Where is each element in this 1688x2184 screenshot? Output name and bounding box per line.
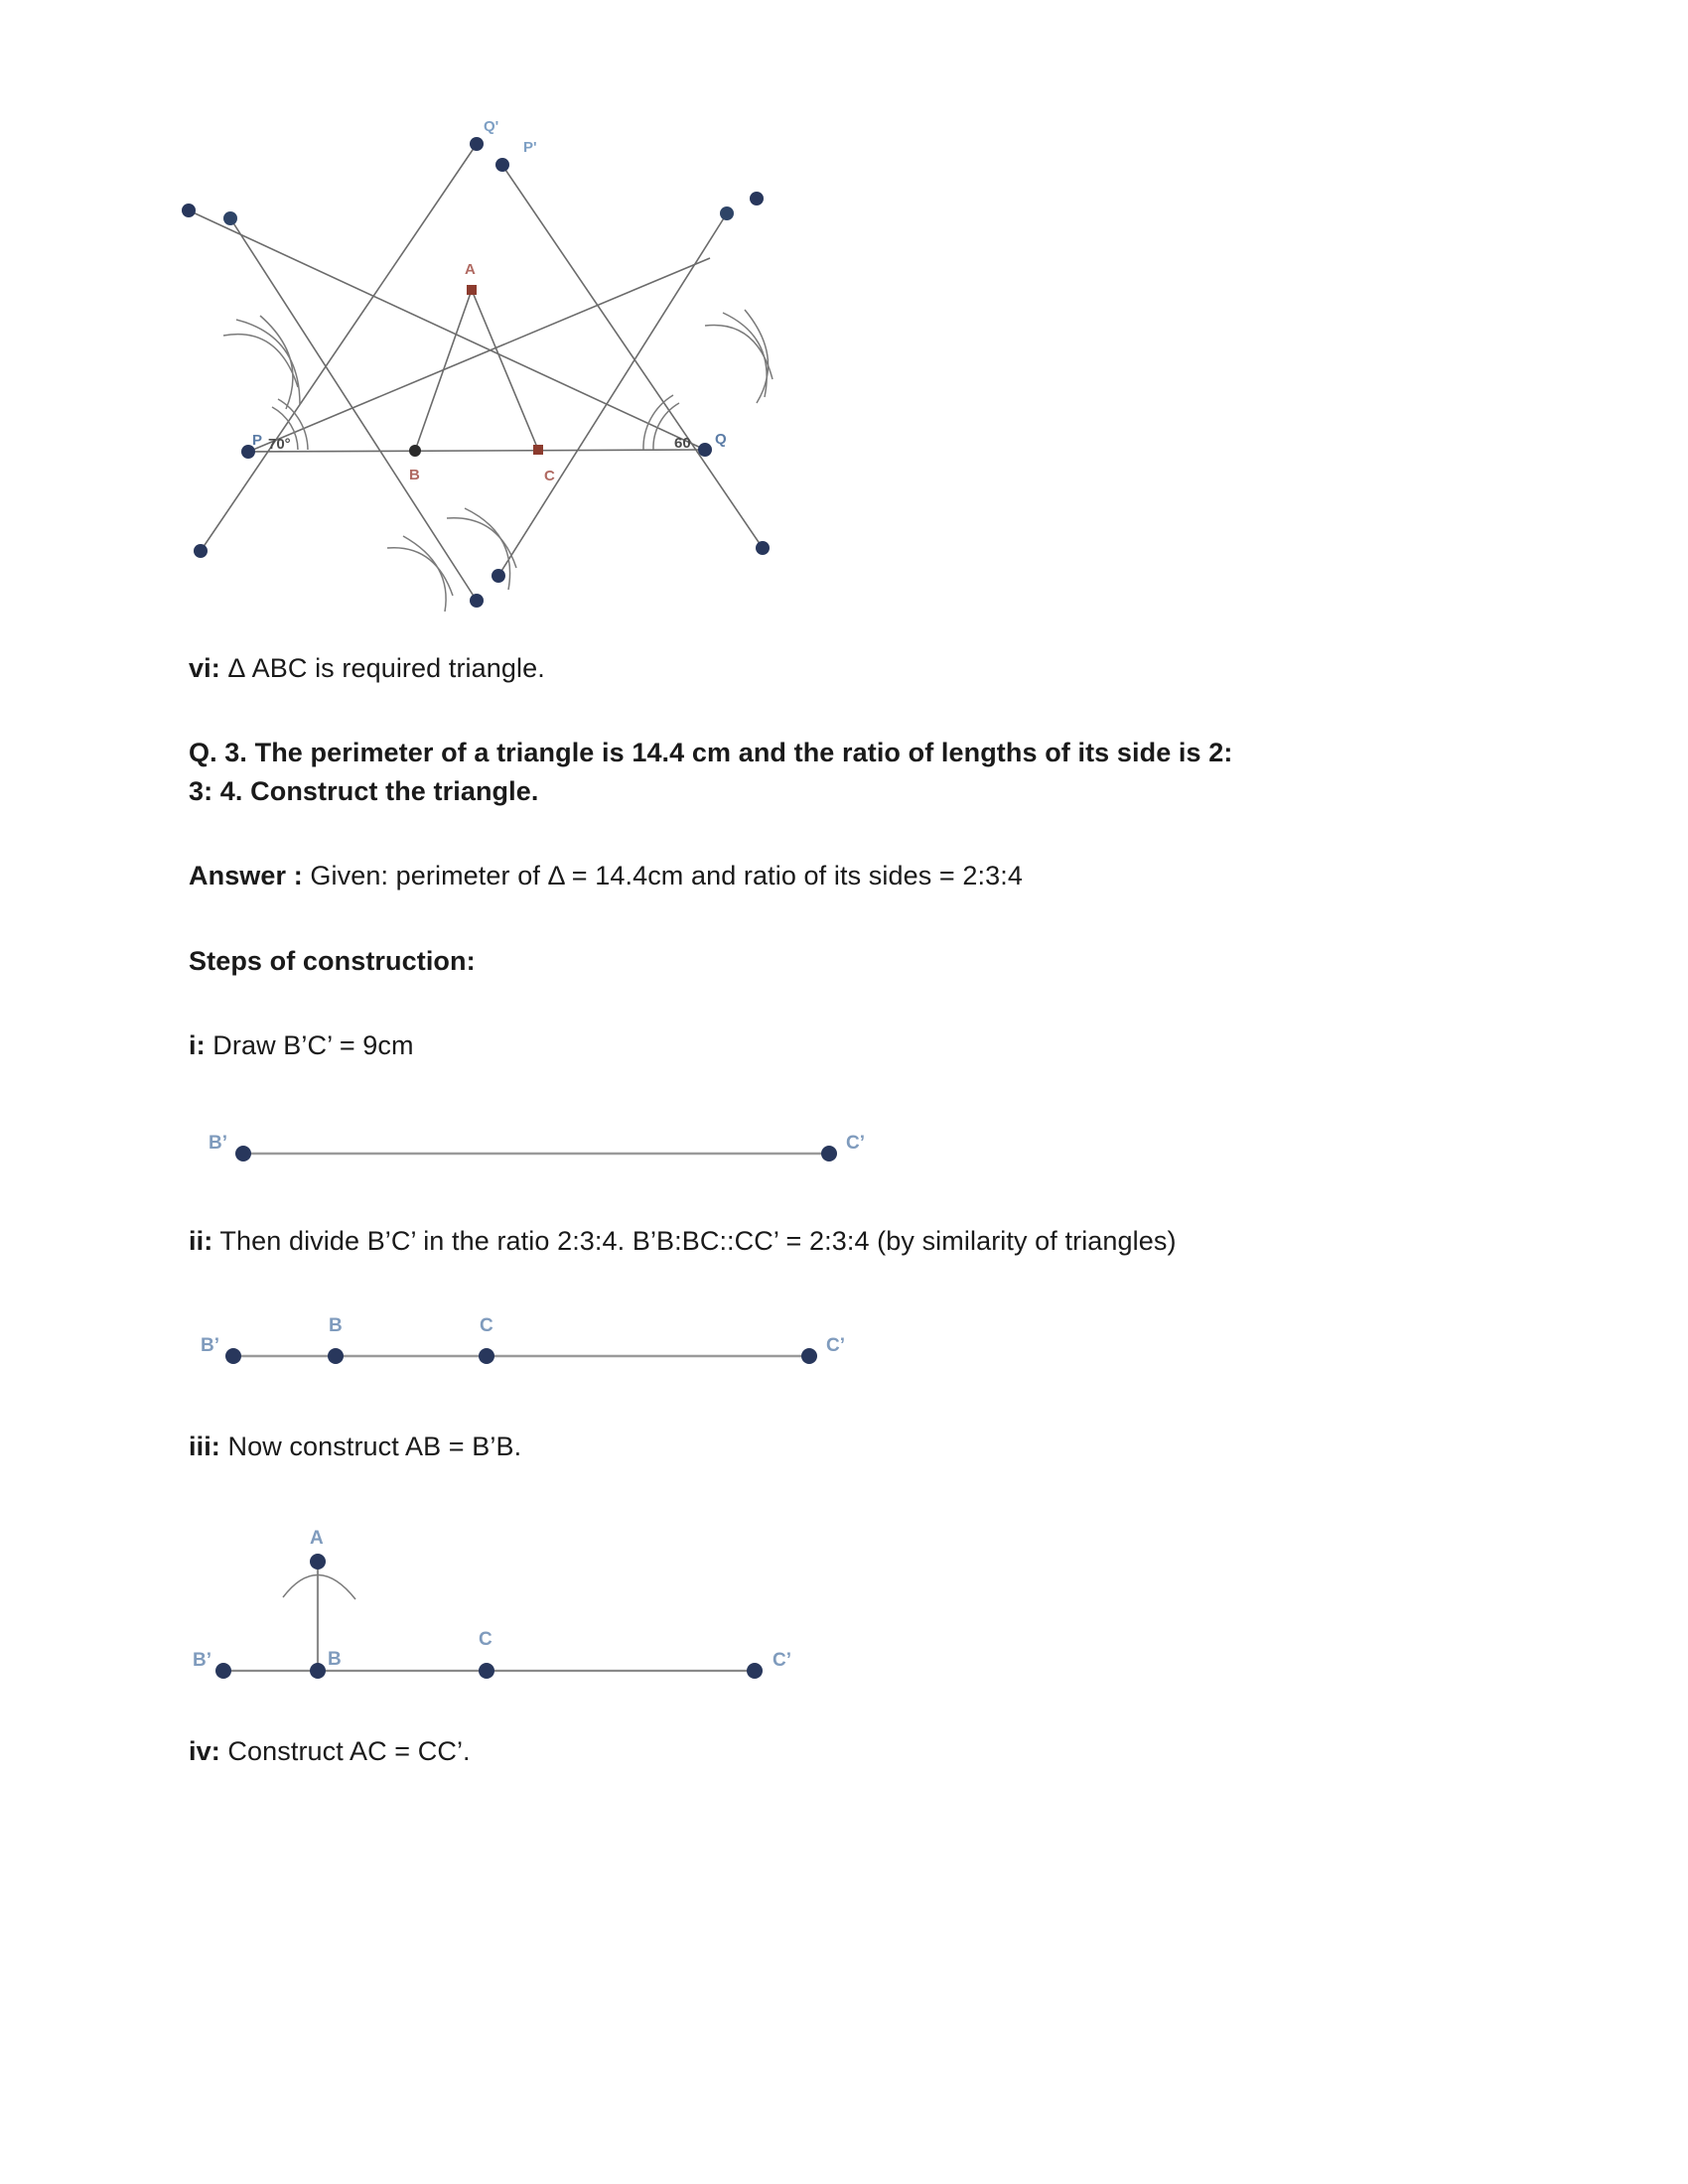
label-b-2: B bbox=[329, 1314, 343, 1336]
steps-heading: Steps of construction: bbox=[189, 945, 476, 976]
label-point-q: Q bbox=[715, 431, 727, 448]
step-iii-text bbox=[189, 1428, 1499, 1466]
question-line-1: Q. 3. The perimeter of a triangle is 14.4 cm and the ratio of lengths of its side is 2: bbox=[189, 738, 1233, 768]
step-iv-lead: iv: bbox=[189, 1736, 220, 1767]
step-vi-lead: vi: bbox=[189, 653, 220, 683]
label-c-prime-1: C’ bbox=[846, 1132, 865, 1154]
label-a-3: A bbox=[310, 1528, 324, 1550]
answer-lead: Answer : bbox=[189, 861, 303, 891]
page-content bbox=[189, 60, 1499, 1771]
label-q-prime: Q' bbox=[484, 118, 499, 135]
question-line-2: 3: 4. Construct the triangle. bbox=[189, 776, 539, 807]
triangle-construction-figure bbox=[149, 60, 1499, 615]
label-b-prime-3: B’ bbox=[193, 1650, 211, 1672]
step-ii-body: Then divide B’C’ in the ratio 2:3:4. B’B:BC::CC’ = 2:3:4 (by similarity of triangles) bbox=[212, 1225, 1177, 1256]
label-b-prime-2: B’ bbox=[201, 1334, 219, 1356]
label-b-prime-1: B’ bbox=[209, 1132, 227, 1154]
step-vi-text bbox=[189, 649, 1499, 688]
step-i-lead: i: bbox=[189, 1029, 206, 1060]
label-b-3: B bbox=[328, 1649, 342, 1671]
segment-with-vertex-a-figure bbox=[189, 1500, 1499, 1699]
label-point-p: P bbox=[252, 432, 263, 449]
step-vi-body: Δ ABC is required triangle. bbox=[219, 653, 545, 683]
label-c-2: C bbox=[480, 1314, 493, 1336]
step-iii-lead: iii: bbox=[189, 1431, 220, 1461]
step-i-body: Draw B’C’ = 9cm bbox=[205, 1029, 414, 1060]
step-ii-text bbox=[189, 1222, 1499, 1261]
step-iv-body: Construct AC = CC’. bbox=[219, 1736, 471, 1767]
label-vertex-a: A bbox=[465, 261, 476, 278]
label-c-prime-3: C’ bbox=[773, 1650, 791, 1672]
label-p-prime: P' bbox=[523, 139, 537, 156]
step-ii-lead: ii: bbox=[189, 1225, 213, 1256]
label-vertex-b: B bbox=[409, 467, 420, 483]
answer-text bbox=[189, 857, 1499, 895]
angle-label-right: 60 bbox=[674, 435, 691, 452]
label-c-prime-2: C’ bbox=[826, 1334, 845, 1356]
segment-divided-figure bbox=[189, 1295, 1499, 1394]
step-iv-text bbox=[189, 1732, 1499, 1771]
answer-body: Given: perimeter of Δ = 14.4cm and ratio of its sides = 2:3:4 bbox=[302, 861, 1023, 891]
angle-label-left: 70° bbox=[268, 436, 291, 453]
step-iii-body: Now construct AB = B’B. bbox=[219, 1431, 522, 1461]
step-i-text bbox=[189, 1026, 1499, 1065]
label-vertex-c: C bbox=[544, 468, 555, 484]
segment-bc-prime-figure bbox=[189, 1099, 1499, 1188]
label-c-3: C bbox=[479, 1629, 492, 1651]
